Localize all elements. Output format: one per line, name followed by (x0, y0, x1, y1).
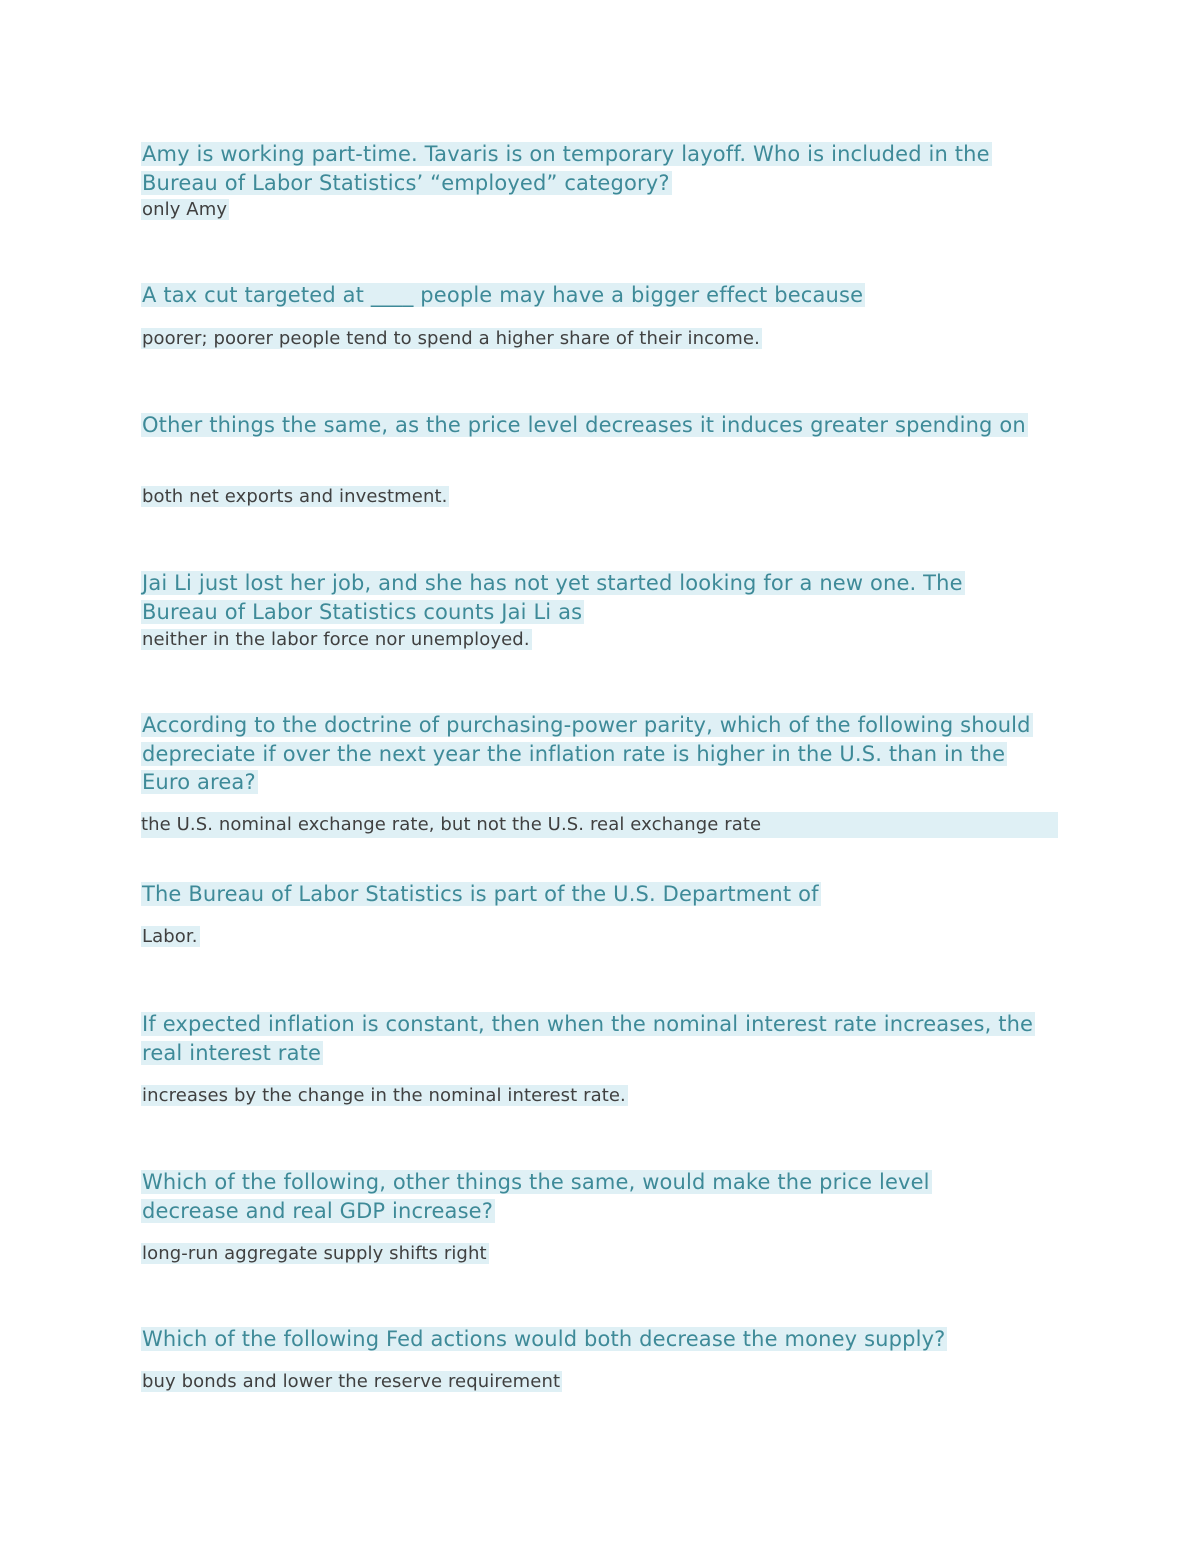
question-7-text: If expected inflation is constant, then when the nominal interest rate increases, the real interest rate (142, 1012, 1034, 1065)
question-3-text: Other things the same, as the price level decreases it induces greater spending on (142, 413, 1026, 437)
question-8 (141, 1168, 1001, 1225)
question-3 (141, 411, 1061, 440)
answer-3 (141, 484, 449, 510)
question-8-text: Which of the following, other things the same, would make the price level decrease and real GDP increase? (142, 1170, 930, 1223)
answer-6 (141, 924, 200, 950)
answer-7 (141, 1083, 628, 1109)
answer-7-text: increases by the change in the nominal interest rate. (142, 1085, 626, 1106)
answer-3-text: both net exports and investment. (142, 486, 448, 507)
answer-1 (141, 197, 229, 223)
question-7 (141, 1010, 1061, 1067)
answer-2 (141, 326, 762, 352)
answer-8-text: long-run aggregate supply shifts right (142, 1243, 487, 1264)
answer-9-text: buy bonds and lower the reserve requirement (142, 1371, 561, 1392)
answer-6-text: Labor. (142, 926, 198, 947)
question-6 (141, 880, 1061, 909)
answer-9 (141, 1369, 562, 1395)
answer-5 (141, 812, 1058, 838)
question-5 (141, 711, 1041, 797)
answer-2-text: poorer; poorer people tend to spend a higher share of their income. (142, 328, 760, 349)
answer-4-text: neither in the labor force nor unemployed. (142, 629, 530, 650)
question-5-text: According to the doctrine of purchasing-power parity, which of the following should depreciate if over the next year the inflation rate is higher in the U.S. than in the Euro area? (142, 713, 1031, 794)
question-2 (141, 281, 1061, 310)
question-1 (141, 140, 1061, 197)
question-2-text: A tax cut targeted at ____ people may have a bigger effect because (142, 283, 864, 307)
answer-1-text: only Amy (142, 199, 228, 220)
question-4 (141, 569, 1041, 626)
answer-8 (141, 1241, 489, 1267)
question-4-text: Jai Li just lost her job, and she has not yet started looking for a new one. The Bureau of Labor Statistics counts Jai Li as (142, 571, 963, 624)
answer-4 (141, 627, 532, 653)
question-1-text: Amy is working part-time. Tavaris is on temporary layoff. Who is included in the Bureau of Labor Statistics’ “employed” category? (142, 142, 990, 195)
question-9 (141, 1325, 1061, 1354)
answer-5-text: the U.S. nominal exchange rate, but not the U.S. real exchange rate (141, 814, 762, 835)
question-6-text: The Bureau of Labor Statistics is part of the U.S. Department of (142, 882, 819, 906)
question-9-text: Which of the following Fed actions would both decrease the money supply? (142, 1327, 946, 1351)
